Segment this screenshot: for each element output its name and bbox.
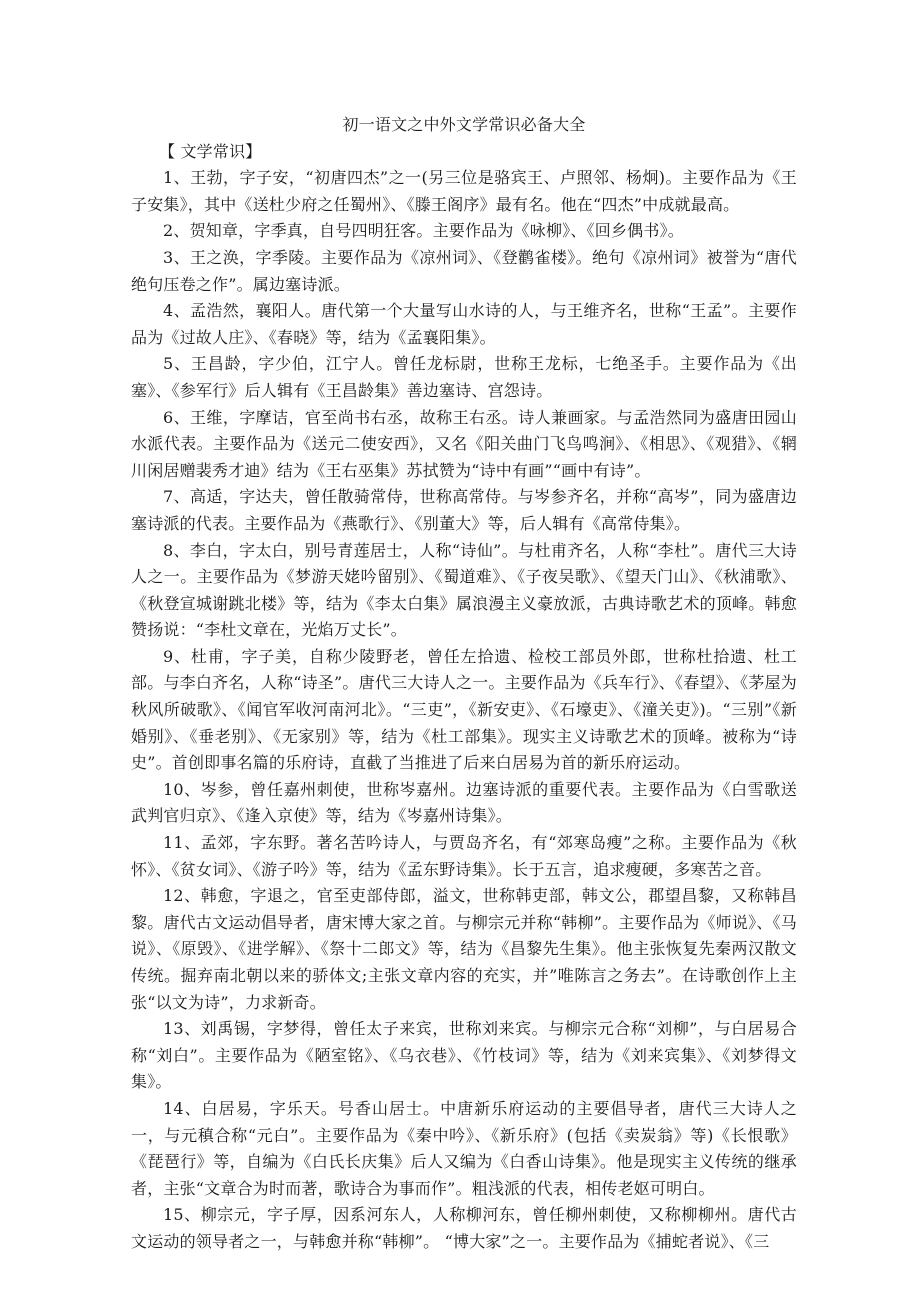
paragraph-11: 11、孟郊，字东野。著名苦吟诗人，与贾岛齐名，有“郊寒岛瘦”之称。主要作品为《秋怀》、《贫女词》、《游子吟》等，结为《孟东野诗集》。长于五言，追求瘦硬，多寒苦之音。 xyxy=(131,833,797,879)
section-heading: 【 文学常识】 xyxy=(159,141,262,161)
paragraph-4: 4、孟浩然，襄阳人。唐代第一个大量写山水诗的人，与王维齐名，世称“王孟”。主要作品为《过故人庄》、《春晓》等，结为《孟襄阳集》。 xyxy=(131,301,797,347)
paragraph-8: 8、李白，字太白，别号青莲居士，人称“诗仙”。与杜甫齐名，人称“李杜”。唐代三大诗人之一。主要作品为《梦游天姥吟留别》、《蜀道难》、《子夜吴歌》、《望天门山》、《秋浦歌》、《秋登宣城谢跳北楼》等，结为《李太白集》属浪漫主义豪放派，古典诗歌艺术的顶峰。韩愈赞扬说：“李杜文章在，光焰万丈长”。 xyxy=(131,540,797,640)
paragraph-12: 12、韩愈，字退之，官至吏部侍郎，溢文，世称韩吏部，韩文公，郡望昌黎，又称韩昌黎。唐代古文运动倡导者，唐宋博大家之首。与柳宗元并称“韩柳”。主要作品为《师说》、《马说》、《原毁》、《进学解》、《祭十二郎文》等，结为《昌黎先生集》。他主张恢复先秦两汉散文传统。掘弃南北朝以来的骄体文;主张文章内容的充实，并”唯陈言之务去”。在诗歌创作上主张“以文为诗”，力求新奇。 xyxy=(131,886,797,1012)
document-page xyxy=(131,112,797,1256)
paragraph-7: 7、高适，字达夫，曾任散骑常侍，世称高常侍。与岑参齐名，并称“高岑”，同为盛唐边塞诗派的代表。主要作品为《燕歌行》、《别董大》等，后人辑有《高常侍集》。 xyxy=(131,487,797,533)
paragraph-6: 6、王维，字摩诘，官至尚书右丞，故称王右丞。诗人兼画家。与孟浩然同为盛唐田园山水派代表。主要作品为《送元二使安西》，又名《阳关曲门飞鸟鸣涧》、《相思》、《观猎》、《辋川闲居赠裴秀才迪》结为《王右巫集》苏拭赞为“诗中有画”“画中有诗”。 xyxy=(131,407,797,480)
paragraph-2: 2、贺知章，字季真，自号四明狂客。主要作品为《咏柳》、《回乡偶书》。 xyxy=(163,221,684,241)
paragraph-5: 5、王昌龄，字少伯，江宁人。曾任龙标尉，世称王龙标，七绝圣手。主要作品为《出塞》、《参军行》后人辑有《王昌龄集》善边塞诗、宫怨诗。 xyxy=(131,354,797,400)
paragraph-14: 14、白居易，字乐天。号香山居士。中唐新乐府运动的主要倡导者，唐代三大诗人之一，与元稹合称“元白”。主要作品为《秦中吟》、《新乐府》(包括《卖炭翁》等)《长恨歌》《琵琶行》等，自编为《白氏长庆集》后人又编为《白香山诗集》。他是现实主义传统的继承者，主张“文章合为时而著，歌诗合为事而作”。粗浅派的代表，相传老妪可明白。 xyxy=(131,1098,797,1198)
paragraph-1: 1、王勃，字子安，“初唐四杰”之一(另三位是骆宾王、卢照邻、杨炯)。主要作品为《王子安集》，其中《送杜少府之任蜀州》、《滕王阁序》最有名。他在“四杰”中成就最高。 xyxy=(131,168,797,214)
paragraph-15: 15、柳宗元，字子厚，因系河东人，人称柳河东，曾任柳州刺使，又称柳柳州。唐代古文运动的领导者之一，与韩愈并称“韩柳”。 “博大家”之一。主要作品为《捕蛇者说》、《三 xyxy=(131,1205,797,1251)
paragraph-13: 13、刘禹锡，字梦得，曾任太子来宾，世称刘来宾。与柳宗元合称“刘柳”，与白居易合称“刘白”。主要作品为《陋室铭》、《乌衣巷》、《竹枝词》等，结为《刘来宾集》、《刘梦得文集》。 xyxy=(131,1019,797,1092)
paragraph-3: 3、王之涣，字季陵。主要作品为《凉州词》、《登鹳雀楼》。绝句《凉州词》被誉为“唐代绝句压卷之作”。属边塞诗派。 xyxy=(131,247,797,294)
paragraph-9: 9、杜甫，字子美，自称少陵野老，曾任左拾遗、检校工部员外郎，世称杜拾遗、杜工部。与李白齐名，人称“诗圣”。唐代三大诗人之一。主要作品为《兵车行》、《春望》、《茅屋为秋风所破歌》、《闻官军收河南河北》。“三吏”，《新安吏》、《石壕吏》、《潼关吏》)。“三别”《新婚别》、《垂老别》、《无家别》等，结为《杜工部集》。现实主义诗歌艺术的顶峰。被称为“诗史”。首创即事名篇的乐府诗，直截了当推进了后来白居易为首的新乐府运动。 xyxy=(131,646,797,773)
paragraph-10: 10、岑参，曾任嘉州刺使，世称岑嘉州。边塞诗派的重要代表。主要作品为《白雪歌送武判官归京》、《逢入京使》等，结为《岑嘉州诗集》。 xyxy=(131,779,797,826)
document-title: 初一语文之中外文学常识必备大全 xyxy=(342,115,586,134)
